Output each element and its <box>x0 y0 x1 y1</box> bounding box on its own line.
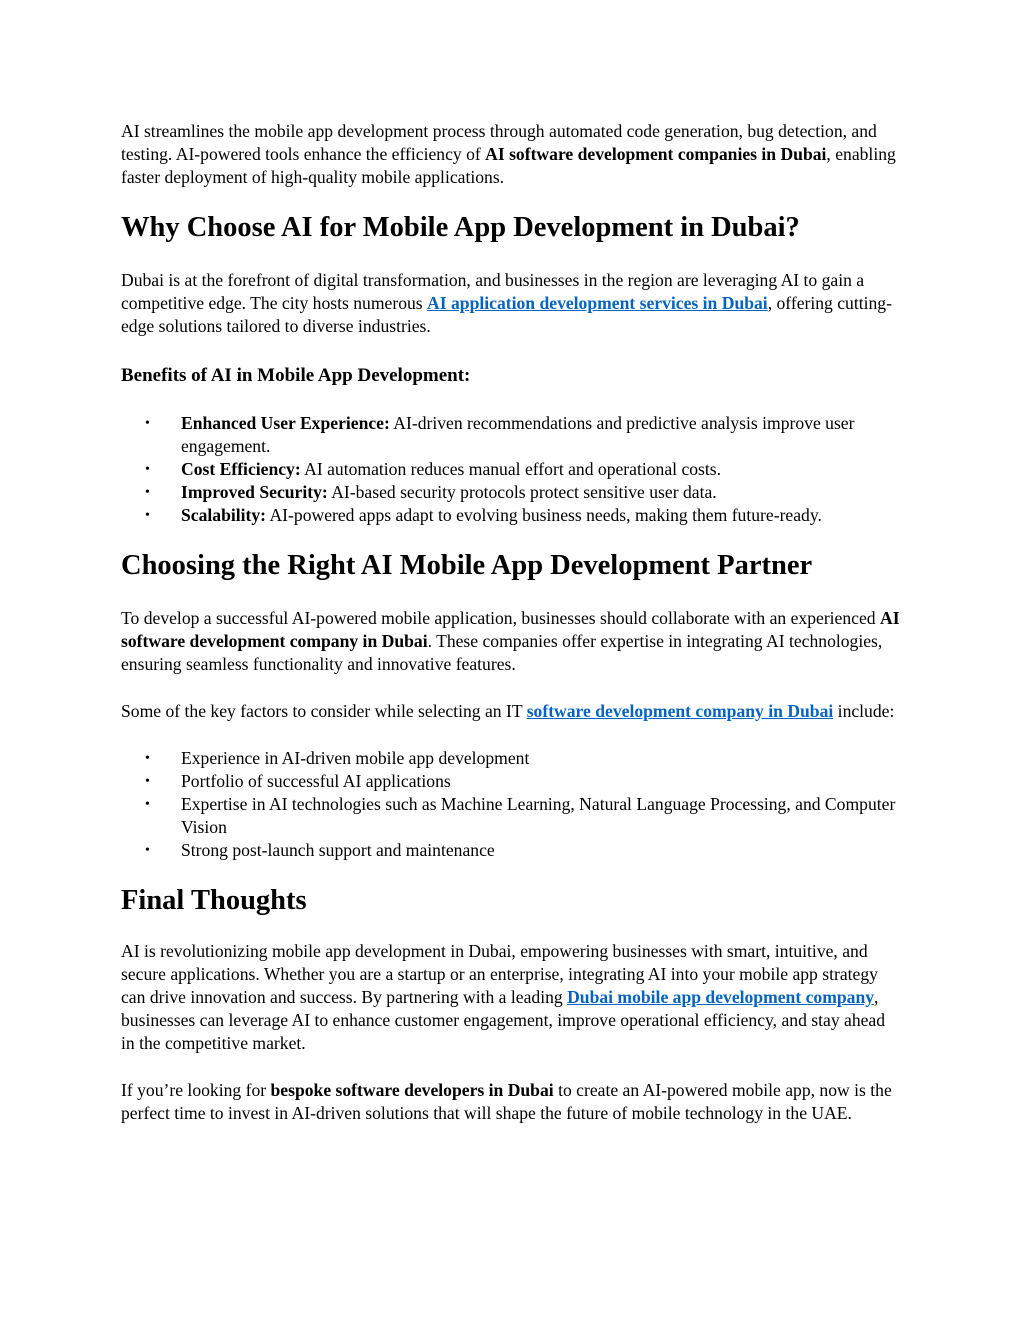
factors-intro-text-1: Some of the key factors to consider while selecting an IT <box>121 701 527 721</box>
choosing-paragraph-1 <box>121 607 901 676</box>
list-item <box>121 481 901 504</box>
list-item <box>121 747 901 770</box>
choosing-text-2: . These companies offer expertise in integrating AI technologies, ensuring seamless functionality and innovative features. <box>121 631 883 674</box>
final2-bold: bespoke software developers in Dubai <box>270 1080 554 1100</box>
benefits-list <box>121 412 901 527</box>
benefit-label: Improved Security: <box>181 482 328 502</box>
factor-text: Expertise in AI technologies such as Machine Learning, Natural Language Processing, and Computer Vision <box>181 794 896 837</box>
choosing-text-1: To develop a successful AI-powered mobile application, businesses should collaborate with an experienced <box>121 608 880 628</box>
intro-bold: AI software development companies in Dubai <box>485 144 827 164</box>
bullet-icon: • <box>145 751 150 766</box>
heading-final-thoughts: Final Thoughts <box>121 885 307 916</box>
list-item <box>121 458 901 481</box>
final2-text-1: If you’re looking for <box>121 1080 271 1100</box>
benefit-label: Scalability: <box>181 505 267 525</box>
benefit-text: AI-driven recommendations and predictive analysis improve user engagement. <box>181 413 855 456</box>
bullet-icon: • <box>145 843 150 858</box>
document-page <box>121 120 901 1125</box>
final-text-2: , businesses can leverage AI to enhance customer engagement, improve operational efficiency, and stay ahead in the competitive market. <box>121 987 886 1053</box>
factor-text: Experience in AI-driven mobile app development <box>181 748 530 768</box>
final2-text-2: to create an AI-powered mobile app, now is the perfect time to invest in AI-driven solutions that will shape the future of mobile technology in the UAE. <box>121 1080 892 1123</box>
link-software-development-company[interactable]: software development company in Dubai <box>526 701 834 721</box>
final-paragraph-1 <box>121 940 901 1055</box>
list-item <box>121 412 901 458</box>
factors-intro-text-2: include: <box>833 701 895 721</box>
list-item <box>121 793 901 839</box>
bullet-icon: • <box>145 416 150 431</box>
benefit-label: Enhanced User Experience: <box>181 413 390 433</box>
why-choose-paragraph <box>121 269 901 338</box>
heading-why-choose-ai: Why Choose AI for Mobile App Development in Dubai? <box>121 212 800 243</box>
intro-paragraph <box>121 120 901 189</box>
list-item <box>121 839 901 862</box>
bullet-icon: • <box>145 797 150 812</box>
intro-text-1: AI streamlines the mobile app development process through automated code generation, bug detection, and testing. AI-powered tools enhance the efficiency of <box>121 121 877 164</box>
benefit-text: AI-powered apps adapt to evolving business needs, making them future-ready. <box>266 505 822 525</box>
benefit-text: AI-based security protocols protect sensitive user data. <box>327 482 717 502</box>
bullet-icon: • <box>145 485 150 500</box>
benefit-label: Cost Efficiency: <box>181 459 301 479</box>
choosing-paragraph-2 <box>121 700 901 723</box>
list-item <box>121 504 901 527</box>
intro-text-2: , enabling faster deployment of high-quality mobile applications. <box>121 144 896 187</box>
final-paragraph-2 <box>121 1079 901 1125</box>
list-item <box>121 770 901 793</box>
choosing-bold: AI software development company in Dubai <box>121 608 900 651</box>
subheading-benefits: Benefits of AI in Mobile App Development: <box>121 365 471 386</box>
factor-text: Strong post-launch support and maintenance <box>181 840 495 860</box>
bullet-icon: • <box>145 508 150 523</box>
link-ai-application-development-services[interactable]: AI application development services in Dubai <box>427 293 768 313</box>
benefit-text: AI automation reduces manual effort and operational costs. <box>300 459 722 479</box>
why-choose-text-1: Dubai is at the forefront of digital transformation, and businesses in the region are leveraging AI to gain a competitive edge. The city hosts numerous <box>121 270 865 313</box>
bullet-icon: • <box>145 774 150 789</box>
why-choose-text-2: , offering cutting-edge solutions tailored to diverse industries. <box>121 293 892 336</box>
final-text-1: AI is revolutionizing mobile app development in Dubai, empowering businesses with smart, intuitive, and secure applications. Whether you are a startup or an enterprise, integrating AI into your mobile app strategy can drive innovation and success. By partnering with a leading <box>121 941 878 1007</box>
factors-list <box>121 747 901 862</box>
factor-text: Portfolio of successful AI applications <box>181 771 451 791</box>
link-dubai-mobile-app-development-company[interactable]: Dubai mobile app development company <box>567 987 875 1007</box>
bullet-icon: • <box>145 462 150 477</box>
heading-choosing-partner: Choosing the Right AI Mobile App Development Partner <box>121 550 813 581</box>
